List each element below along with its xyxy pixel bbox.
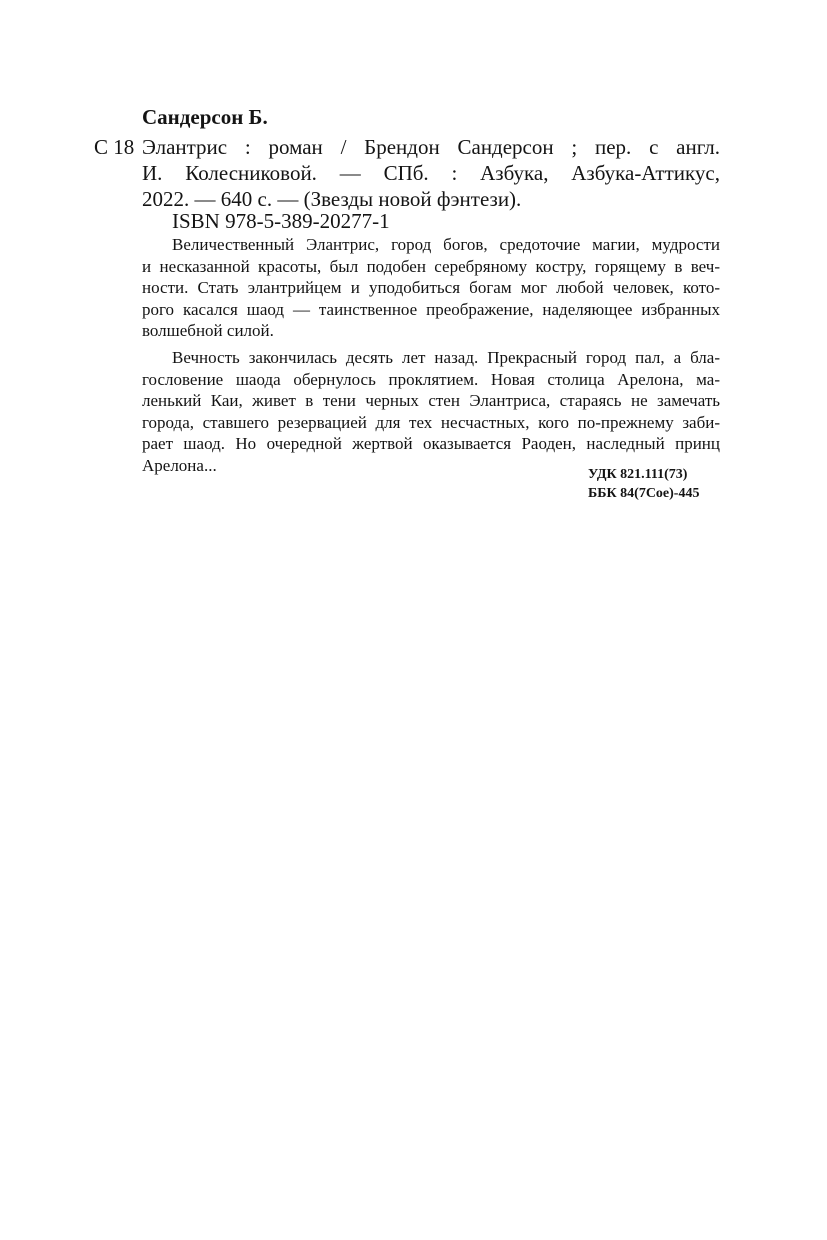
annotation-line: волшебной силой. bbox=[142, 321, 274, 341]
annotation-paragraph-2 bbox=[142, 347, 720, 477]
annotation bbox=[142, 234, 720, 477]
author-heading: Сандерсон Б. bbox=[142, 105, 268, 129]
annotation-line: Величественный Элантрис, город богов, средоточие магии, мудрости bbox=[172, 235, 720, 254]
annotation-line: рает шаод. Но очередной жертвой оказывается Раоден, наследный принц bbox=[142, 434, 720, 454]
annotation-line: города, ставшего резервацией для тех несчастных, кого по-прежнему заби- bbox=[142, 412, 720, 432]
bibliographic-description bbox=[142, 134, 720, 212]
classification-indexes bbox=[588, 465, 699, 503]
bbk-index: ББК 84(7Сое)-445 bbox=[588, 486, 700, 501]
annotation-line: гословение шаода обернулось проклятием. Новая столица Арелона, ма- bbox=[142, 369, 720, 389]
annotation-line: Арелона... bbox=[142, 455, 217, 475]
bib-line: Элантрис : роман / Брендон Сандерсон ; пер. с англ. bbox=[142, 135, 720, 159]
bib-line: И. Колесниковой. — СПб. : Азбука, Азбука-Аттикус, bbox=[142, 161, 720, 185]
author-mark: С 18 bbox=[94, 135, 135, 159]
annotation-line: и несказанной красоты, был подобен серебряному костру, горящему в веч- bbox=[142, 256, 720, 276]
bib-line: 2022. — 640 с. — (Звезды новой фэнтези). bbox=[142, 187, 522, 211]
annotation-paragraph-1 bbox=[142, 234, 720, 342]
annotation-line: ленький Каи, живет в тени черных стен Элантриса, стараясь не замечать bbox=[142, 391, 720, 411]
annotation-line: ности. Стать элантрийцем и уподобиться богам мог любой человек, кото- bbox=[142, 278, 720, 298]
annotation-line: Вечность закончилась десять лет назад. Прекрасный город пал, а бла- bbox=[172, 347, 720, 367]
isbn: ISBN 978-5-389-20277-1 bbox=[172, 209, 390, 233]
annotation-line: рого касался шаод — таинственное преображение, наделяющее избранных bbox=[142, 299, 720, 319]
udk-index: УДК 821.111(73) bbox=[588, 467, 688, 482]
